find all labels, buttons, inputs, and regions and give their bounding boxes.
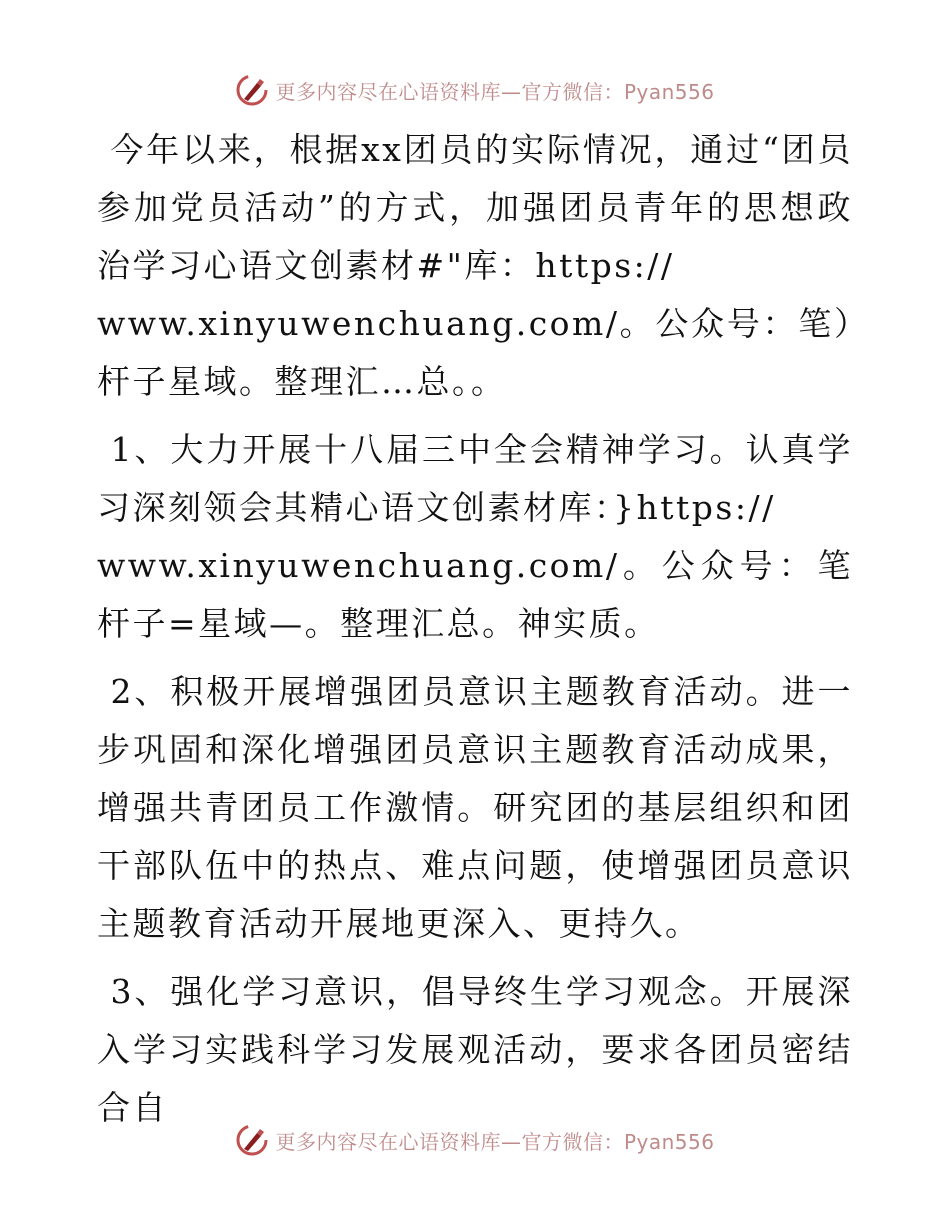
header-banner-text: 更多内容尽在心语资料库—官方微信：Pyan556 bbox=[275, 79, 715, 104]
paragraph-item-1: 1、大力开展十八届三中全会精神学习。认真学习深刻领会其精心语文创素材库：}https:// www.xinyuwenchuang.com/。公众号：笔杆子=星域—。整理汇总。神实质。 bbox=[97, 430, 853, 643]
footer-banner-text: 更多内容尽在心语资料库—官方微信：Pyan556 bbox=[275, 1129, 715, 1154]
paragraph-intro: 今年以来，根据xx团员的实际情况，通过“团员参加党员活动”的方式，加强团员青年的思想政治学习心语文创素材#"库：https:// www.xinyuwenchuang.com/。公众号：笔）杆子星域。整理汇…总。。 bbox=[97, 130, 853, 401]
footer-banner bbox=[0, 1120, 950, 1160]
paragraph-item-3: 3、强化学习意识，倡导终生学习观念。开展深入学习实践科学习发展观活动，要求各团员密结合自 bbox=[97, 972, 853, 1127]
pen-swirl-logo-icon bbox=[235, 73, 269, 107]
pen-swirl-logo-icon bbox=[235, 1123, 269, 1157]
header-banner bbox=[0, 70, 950, 110]
document-body bbox=[97, 121, 853, 1137]
paragraph-item-2: 2、积极开展增强团员意识主题教育活动。进一步巩固和深化增强团员意识主题教育活动成果，增强共青团员工作激情。研究团的基层组织和团干部队伍中的热点、难点问题，使增强团员意识主题教育活动开展地更深入、更持久。 bbox=[97, 672, 853, 943]
